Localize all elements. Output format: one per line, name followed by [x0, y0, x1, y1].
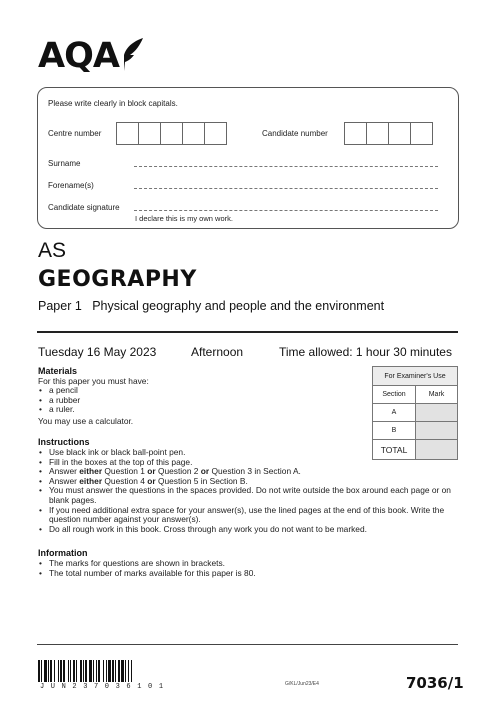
- list-item: • You must answer the questions in the spaces provided. Do not write outside the box around each page or on blank pages.: [38, 486, 456, 505]
- paper-title: [38, 299, 384, 313]
- centre-digit-box[interactable]: [138, 122, 161, 145]
- list-item: • Use black ink or black ball-point pen.: [38, 448, 456, 458]
- examiner-table-title: For Examiner's Use: [373, 367, 458, 386]
- total-label: TOTAL: [373, 440, 416, 460]
- mark-column-header: Mark: [416, 386, 458, 404]
- qualification-level: AS: [38, 239, 67, 262]
- signature-field[interactable]: [134, 210, 438, 211]
- exam-session: Afternoon: [191, 345, 244, 359]
- forenames-field[interactable]: [134, 188, 438, 189]
- list-item: • a rubber: [38, 396, 80, 406]
- list-item: • a pencil: [38, 386, 80, 396]
- information-heading: Information: [38, 548, 88, 558]
- section-b-mark: [416, 422, 458, 440]
- time-allowed: Time allowed: 1 hour 30 minutes: [279, 345, 452, 359]
- list-item: • a ruler.: [38, 405, 80, 415]
- centre-number-boxes[interactable]: [117, 122, 227, 145]
- paper-name: Physical geography and people and the environment: [92, 299, 385, 313]
- section-column-header: Section: [373, 386, 416, 404]
- paper-number: Paper 1: [38, 299, 82, 313]
- list-item: • Fill in the boxes at the top of this page.: [38, 458, 456, 468]
- signature-label: Candidate signature: [48, 203, 120, 212]
- examiner-use-table: [372, 366, 458, 460]
- list-item: • Answer either Question 1 or Question 2 or Question 3 in Section A.: [38, 467, 456, 477]
- forenames-label: Forename(s): [48, 181, 94, 190]
- declaration-text: I declare this is my own work.: [135, 214, 233, 223]
- materials-intro: For this paper you must have:: [38, 376, 149, 386]
- list-item: • Do all rough work in this book. Cross through any work you do not want to be marked.: [38, 525, 456, 535]
- instructions-heading: Instructions: [38, 437, 90, 447]
- candidate-number-boxes[interactable]: [345, 122, 433, 145]
- barcode-image: [38, 660, 183, 682]
- calculator-note: You may use a calculator.: [38, 416, 134, 426]
- candidate-digit-box[interactable]: [344, 122, 367, 145]
- materials-heading: Materials: [38, 366, 78, 376]
- centre-number-label: Centre number: [48, 129, 102, 138]
- paper-code: 7036/1: [406, 674, 464, 692]
- candidate-digit-box[interactable]: [366, 122, 389, 145]
- candidate-digit-box[interactable]: [388, 122, 411, 145]
- block-capitals-instruction: Please write clearly in block capitals.: [48, 99, 178, 108]
- materials-list: [38, 386, 80, 415]
- section-a-label: A: [373, 404, 416, 422]
- list-item: • If you need additional extra space for your answer(s), use the lined pages at the end of this book. Write the question number against your answer(s).: [38, 506, 456, 525]
- section-b-label: B: [373, 422, 416, 440]
- centre-digit-box[interactable]: [204, 122, 227, 145]
- aqa-logo-text: AQA: [38, 36, 119, 76]
- section-a-mark: [416, 404, 458, 422]
- centre-digit-box[interactable]: [160, 122, 183, 145]
- surname-label: Surname: [48, 159, 81, 168]
- centre-digit-box[interactable]: [182, 122, 205, 145]
- aqa-logo-mark-icon: [122, 37, 144, 71]
- subject-title: GEOGRAPHY: [38, 267, 197, 292]
- footer-rule: [37, 644, 458, 645]
- centre-digit-box[interactable]: [116, 122, 139, 145]
- instructions-list: [38, 448, 456, 534]
- information-list: [38, 559, 256, 578]
- candidate-digit-box[interactable]: [410, 122, 433, 145]
- list-item: • The marks for questions are shown in brackets.: [38, 559, 256, 569]
- list-item: • Answer either Question 4 or Question 5 in Section B.: [38, 477, 456, 487]
- barcode-text: J U N 2 3 7 0 3 6 1 0 1: [40, 683, 165, 691]
- surname-field[interactable]: [134, 166, 438, 167]
- document-code: G/KL/Jun23/E4: [285, 681, 319, 687]
- candidate-number-label: Candidate number: [262, 129, 328, 138]
- divider-rule: [37, 331, 458, 333]
- exam-date: Tuesday 16 May 2023: [38, 345, 157, 359]
- list-item: • The total number of marks available for this paper is 80.: [38, 569, 256, 579]
